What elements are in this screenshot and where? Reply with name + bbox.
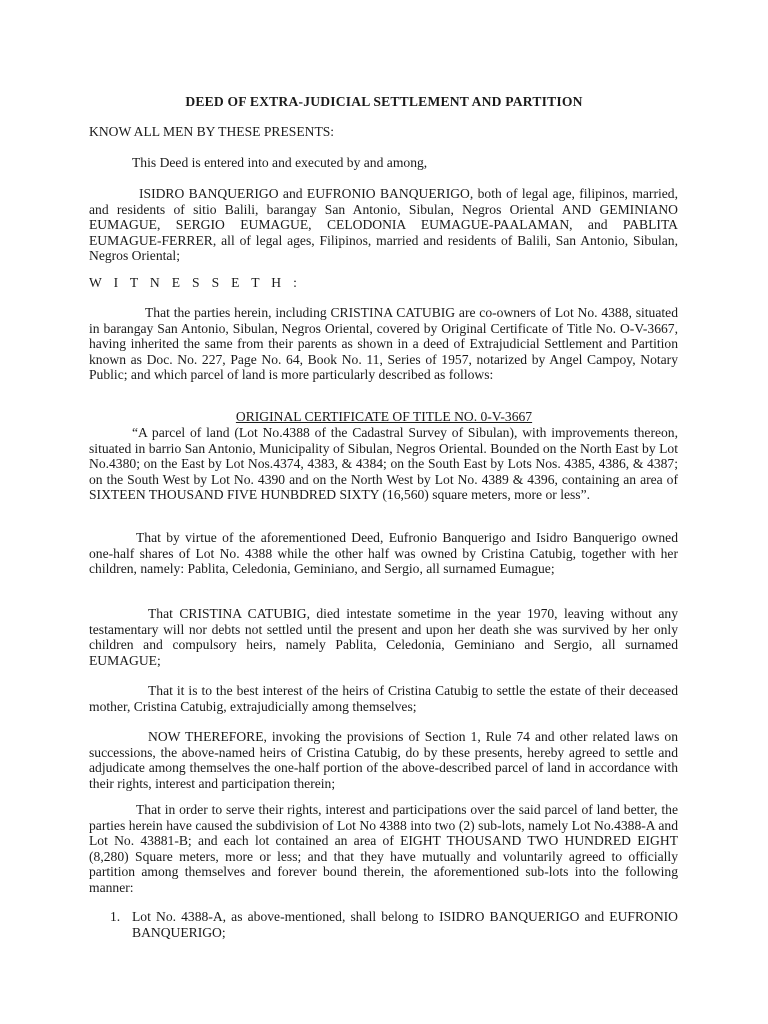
list-item-text: Lot No. 4388-A, as above-mentioned, shall belong to ISIDRO BANQUERIGO and EUFRONIO BANQUERIGO;	[132, 909, 678, 940]
intro-paragraph: This Deed is entered into and executed by and among,	[132, 155, 428, 170]
list-item-number: 1.	[110, 909, 121, 924]
document-title: DEED OF EXTRA-JUDICIAL SETTLEMENT AND PARTITION	[185, 94, 583, 109]
oct-heading: ORIGINAL CERTIFICATE OF TITLE NO. 0-V-3667	[235, 409, 533, 424]
list-item	[110, 909, 678, 940]
oct-description: “A parcel of land (Lot No.4388 of the Cadastral Survey of Sibulan), with improvements thereon, situated in barrio San Antonio, Municipality of Sibulan, Negros Oriental. Bounded on the North East by Lot No.4380; on the East by Lot Nos.4374, 4383, & 4384; on the South East by Lots Nos. 4385, 4386, & 4387; on the South West by Lot No. 4390 and on the North West by Lot No. 4389 & 4396, containing an area of SIXTEEN THOUSAND FIVE HUNBDRED SIXTY (16,560) square meters, more or less”.	[89, 425, 678, 503]
coowners-paragraph: That the parties herein, including CRISTINA CATUBIG are co-owners of Lot No. 4388, situated in barangay San Antonio, Sibulan, Negros Oriental, covered by Original Certificate of Title No. O-V-3667, having inherited the same from their parents as shown in a deed of Extrajudicial Settlement and Partition known as Doc. No. 227, Page No. 64, Book No. 11, Series of 1957, notarized by Angel Campoy, Notary Public; and which parcel of land is more particularly described as follows:	[89, 305, 678, 383]
shares-paragraph: That by virtue of the aforementioned Deed, Eufronio Banquerigo and Isidro Banquerigo owned one-half shares of Lot No. 4388 while the other half was owned by Cristina Catubig, together with her children, namely: Pablita, Celedonia, Geminiano, and Sergio, all surnamed Eumague;	[89, 530, 678, 577]
subdivision-paragraph: That in order to serve their rights, interest and participations over the said parcel of land better, the parties herein have caused the subdivision of Lot No 4388 into two (2) sub-lots, namely Lot No.4388-A and Lot No. 43881-B; and each lot contained an area of EIGHT THOUSAND TWO HUNDRED EIGHT (8,280) Square meters, more or less; and that they have mutually and voluntarily agreed to officially partition among themselves and forever bound therein, the aforementioned sub-lots into the following manner:	[89, 802, 678, 895]
interest-paragraph: That it is to the best interest of the heirs of Cristina Catubig to settle the estate of their deceased mother, Cristina Catubig, extrajudicially among themselves;	[89, 683, 678, 714]
parties-paragraph: ISIDRO BANQUERIGO and EUFRONIO BANQUERIGO, both of legal age, filipinos, married, and residents of sitio Balili, barangay San Antonio, Sibulan, Negros Oriental AND GEMINIANO EUMAGUE, SERGIO EUMAGUE, CELODONIA EUMAGUE-PAALAMAN, and PABLITA EUMAGUE-FERRER, all of legal ages, Filipinos, married and residents of Balili, San Antonio, Sibulan, Negros Oriental;	[89, 186, 678, 264]
now-therefore-paragraph: NOW THEREFORE, invoking the provisions of Section 1, Rule 74 and other related laws on successions, the above-named heirs of Cristina Catubig, do by these presents, hereby agreed to settle and adjudicate among themselves the one-half portion of the above-described parcel of land in accordance with their rights, interest and participation therein;	[89, 729, 678, 791]
death-paragraph: That CRISTINA CATUBIG, died intestate sometime in the year 1970, leaving without any testamentary will nor debts not settled until the present and upon her death she was survived by her only children and compulsory heirs, namely Pablita, Celedonia, Geminiano and Sergio, all surnamed EUMAGUE;	[89, 606, 678, 668]
witnesseth-heading: W I T N E S S E T H :	[89, 275, 302, 290]
know-all-men-heading: KNOW ALL MEN BY THESE PRESENTS:	[89, 124, 335, 139]
